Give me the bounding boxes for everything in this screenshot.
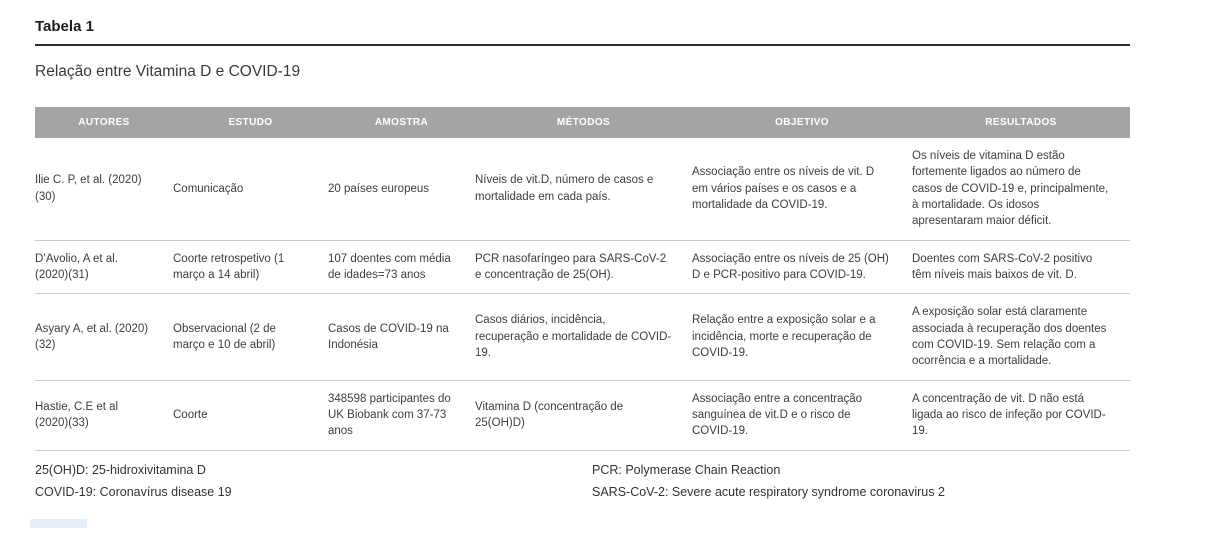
footnote-line <box>35 481 1130 503</box>
cell-metodos: Vitamina D (concentração de 25(OH)D) <box>475 380 692 450</box>
table-row <box>35 240 1130 294</box>
column-header-objetivo: OBJETIVO <box>692 107 912 138</box>
cell-autores: Ilie C. P, et al. (2020) (30) <box>35 138 173 240</box>
table-header-row <box>35 107 1130 138</box>
cell-amostra: 20 países europeus <box>328 138 475 240</box>
table-row <box>35 294 1130 380</box>
cell-autores: D’Avolio, A et al. (2020)(31) <box>35 240 173 294</box>
column-header-resultados: RESULTADOS <box>912 107 1130 138</box>
cell-estudo: Coorte <box>173 380 328 450</box>
footnote-pcr: PCR: Polymerase Chain Reaction <box>592 462 781 477</box>
cell-estudo: Observacional (2 de março e 10 de abril) <box>173 294 328 380</box>
cell-objetivo: Relação entre a exposição solar e a incidência, morte e recuperação de COVID-19. <box>692 294 912 380</box>
column-header-amostra: AMOSTRA <box>328 107 475 138</box>
cell-amostra: Casos de COVID-19 na Indonésia <box>328 294 475 380</box>
table-title: Relação entre Vitamina D e COVID-19 <box>35 63 301 80</box>
document-area <box>35 18 1130 503</box>
column-header-estudo: ESTUDO <box>173 107 328 138</box>
cell-autores: Hastie, C.E et al (2020)(33) <box>35 380 173 450</box>
cell-metodos: PCR nasofaríngeo para SARS-CoV-2 e concentração de 25(OH). <box>475 240 692 294</box>
selection-artifact <box>30 519 87 528</box>
footnote-sarscov2: SARS-CoV-2: Severe acute respiratory syndrome coronavirus 2 <box>592 484 945 499</box>
table-label: Tabela 1 <box>35 18 1130 46</box>
cell-objetivo: Associação entre os níveis de 25 (OH) D e PCR-positivo para COVID-19. <box>692 240 912 294</box>
cell-metodos: Casos diários, incidência, recuperação e mortalidade de COVID-19. <box>475 294 692 380</box>
cell-resultados: Os níveis de vitamina D estão fortemente ligados ao número de casos de COVID-19 e, principalmente, à mortalidade. Os idosos apresentaram maior déficit. <box>912 138 1130 240</box>
cell-amostra: 107 doentes com média de idades=73 anos <box>328 240 475 294</box>
footnote-25ohd: 25(OH)D: 25-hidroxivitamina D <box>35 462 206 477</box>
footnote-covid19: COVID-19: Coronavírus disease 19 <box>35 484 232 499</box>
table-row <box>35 138 1130 240</box>
footnote-line <box>35 459 1130 481</box>
column-header-autores: AUTORES <box>35 107 173 138</box>
cell-amostra: 348598 participantes do UK Biobank com 37-73 anos <box>328 380 475 450</box>
column-header-metodos: MÉTODOS <box>475 107 692 138</box>
cell-resultados: A exposição solar está claramente associada à recuperação dos doentes com COVID-19. Sem relação com a ocorrência e a mortalidade. <box>912 294 1130 380</box>
cell-estudo: Coorte retrospetivo (1 março a 14 abril) <box>173 240 328 294</box>
cell-metodos: Níveis de vit.D, número de casos e mortalidade em cada país. <box>475 138 692 240</box>
cell-estudo: Comunicação <box>173 138 328 240</box>
cell-resultados: A concentração de vit. D não está ligada ao risco de infeção por COVID-19. <box>912 380 1130 450</box>
vitamin-d-covid-table <box>35 107 1130 451</box>
cell-objetivo: Associação entre os níveis de vit. D em vários países e os casos e a mortalidade da COVID-19. <box>692 138 912 240</box>
footnotes <box>35 459 1130 503</box>
cell-objetivo: Associação entre a concentração sanguínea de vit.D e o risco de COVID-19. <box>692 380 912 450</box>
cell-resultados: Doentes com SARS-CoV-2 positivo têm níveis mais baixos de vit. D. <box>912 240 1130 294</box>
cell-autores: Asyary A, et al. (2020)(32) <box>35 294 173 380</box>
table-row <box>35 380 1130 450</box>
